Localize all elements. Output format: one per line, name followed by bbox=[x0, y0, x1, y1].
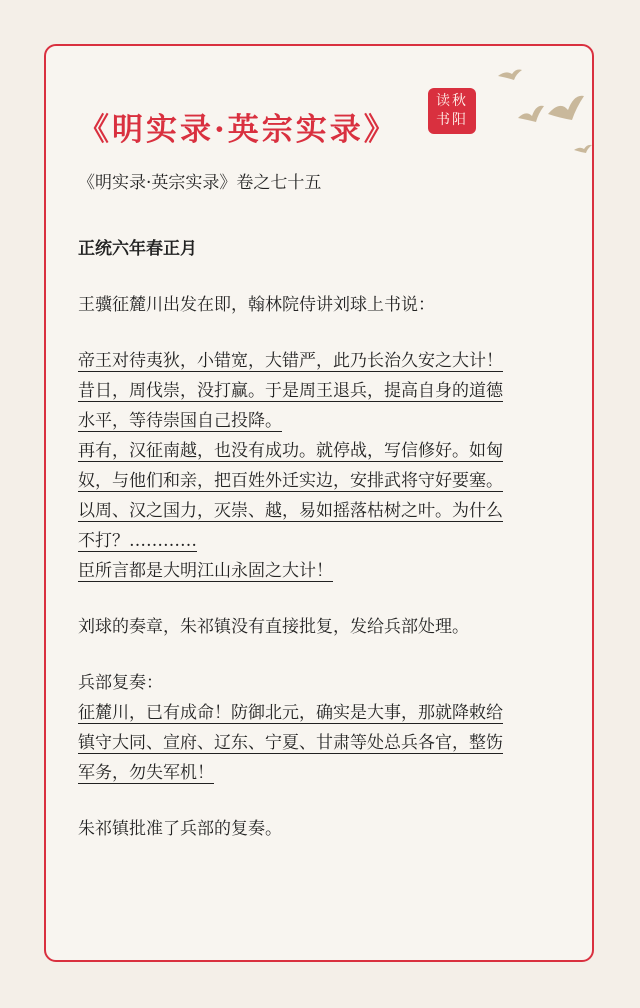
quote-line: 不打？………… bbox=[78, 531, 197, 551]
quote-line: 镇守大同、宣府、辽东、宁夏、甘肃等处总兵各官，整饬 bbox=[78, 733, 503, 753]
seal-line-1: 读秋 bbox=[436, 93, 468, 109]
quote-line: 再有，汉征南越，也没有成功。就停战，写信修好。如匈 bbox=[78, 441, 503, 461]
quote-line: 水平，等待崇国自己投降。 bbox=[78, 411, 282, 431]
quote-line: 征麓川，已有成命！防御北元，确实是大事，那就降敕给 bbox=[78, 703, 503, 723]
response-paragraph: 刘球的奏章，朱祁镇没有直接批复，发给兵部处理。 bbox=[78, 617, 469, 637]
source-title: 《明实录·英宗实录》卷之七十五 bbox=[78, 173, 322, 193]
quote-line: 昔日，周伐崇，没打赢。于是周王退兵，提高自身的道德 bbox=[78, 381, 503, 401]
memorial-quote bbox=[78, 346, 548, 586]
closing-paragraph: 朱祁镇批准了兵部的复奏。 bbox=[78, 819, 282, 839]
seal-line-2: 书阳 bbox=[436, 112, 468, 128]
article-body bbox=[78, 168, 548, 844]
ministry-quote bbox=[78, 698, 548, 788]
quote-line: 奴，与他们和亲，把百姓外迁实边，安排武将守好要塞。 bbox=[78, 471, 503, 491]
date-heading: 正统六年春正月 bbox=[78, 239, 197, 259]
quote-line: 军务，勿失军机！ bbox=[78, 763, 214, 783]
quote-line: 臣所言都是大明江山永固之大计！ bbox=[78, 561, 333, 581]
quote-line: 以周、汉之国力，灭崇、越，易如摇落枯树之叶。为什么 bbox=[78, 501, 503, 521]
page-title: 《明实录·英宗实录》 bbox=[78, 112, 398, 148]
flying-birds-icon bbox=[488, 64, 598, 164]
quote-line: 帝王对待夷狄，小错宽，大错严，此乃长治久安之大计！ bbox=[78, 351, 503, 371]
ministry-label: 兵部复奏： bbox=[78, 673, 163, 693]
seal-stamp bbox=[428, 88, 476, 134]
intro-paragraph: 王骥征麓川出发在即，翰林院侍讲刘球上书说： bbox=[78, 295, 435, 315]
